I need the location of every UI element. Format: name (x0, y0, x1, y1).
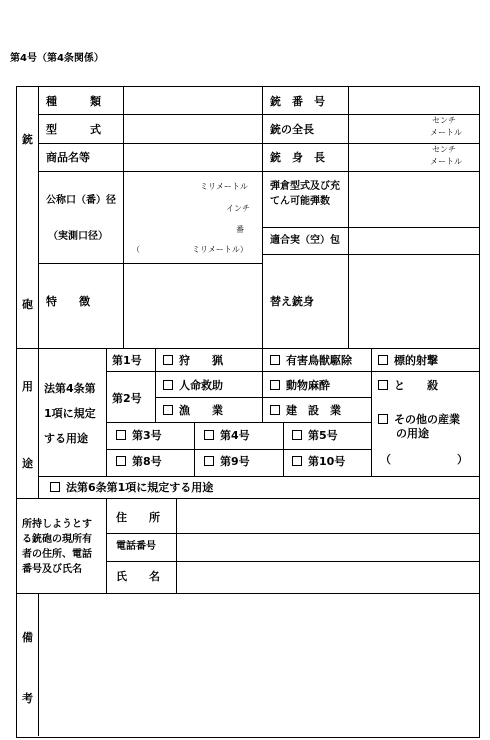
checkbox-icon[interactable] (163, 405, 173, 415)
label-no1: 第1号 (112, 354, 142, 367)
checkbox-no10[interactable]: 第10号 (292, 456, 345, 467)
label-model: 型 式 (46, 123, 101, 136)
checkbox-icon[interactable] (292, 430, 302, 440)
checkbox-icon[interactable] (378, 414, 388, 424)
label-applicable-ammo: 適合実（空）包 (270, 235, 340, 246)
checkbox-slaughter[interactable]: と 殺 (378, 380, 438, 391)
checkbox-icon[interactable] (204, 430, 214, 440)
divider (155, 397, 372, 398)
checkbox-icon[interactable] (270, 380, 280, 390)
divider (106, 371, 479, 372)
checkbox-icon[interactable] (292, 456, 302, 466)
divider (38, 263, 263, 264)
divider (123, 86, 124, 349)
checkbox-no3[interactable]: 第3号 (116, 430, 162, 441)
divider (38, 476, 479, 477)
label-total-length: 銃の全長 (270, 123, 314, 136)
checkbox-icon[interactable] (204, 456, 214, 466)
divider (38, 86, 39, 349)
law4-label-1: 法第4条第 (44, 382, 96, 395)
unit-cm-2: センチ (432, 145, 456, 154)
checkbox-rescue[interactable]: 人命救助 (163, 380, 223, 391)
label-actual-caliber: （実測口径） (48, 231, 108, 242)
divider (106, 498, 107, 594)
checkbox-other-industry[interactable]: その他の産業 (378, 414, 460, 425)
divider (38, 114, 479, 115)
checkbox-anesthesia[interactable]: 動物麻酔 (270, 380, 330, 391)
checkbox-no8[interactable]: 第8号 (116, 456, 162, 467)
divider (106, 348, 107, 476)
owner-label-4: 番号及び氏名 (22, 564, 82, 575)
checkbox-pest[interactable]: 有害鳥獣駆除 (270, 355, 352, 366)
divider (106, 533, 479, 534)
unit-mm-paren: ミリメートル） (192, 245, 248, 254)
checkbox-icon[interactable] (50, 482, 60, 492)
label-barrel-length: 銃 身 長 (270, 151, 325, 164)
divider (348, 86, 349, 349)
section-label-gun: 銃 (22, 133, 33, 146)
unit-cm-1: センチ (432, 116, 456, 125)
unit-gauge: 番 (236, 225, 244, 234)
form-header: 第4号（第4条関係） (10, 53, 104, 64)
section-label-use: 用 (22, 380, 33, 393)
other-industry-paren: （ ） (380, 453, 468, 466)
checkbox-icon[interactable] (116, 430, 126, 440)
label-phone: 電話番号 (116, 541, 156, 552)
label-caliber: 公称口（番）径 (46, 195, 116, 206)
unit-mm-paren-open: （ (132, 245, 140, 254)
divider (106, 561, 479, 562)
checkbox-no5[interactable]: 第5号 (292, 430, 338, 441)
divider (38, 593, 39, 736)
label-features: 特 徴 (46, 295, 90, 308)
divider (371, 348, 372, 476)
section-label-note2: 考 (22, 692, 33, 705)
label-other-industry-2: の用途 (396, 427, 429, 440)
checkbox-icon[interactable] (378, 355, 388, 365)
divider (16, 348, 479, 349)
divider (106, 422, 372, 423)
divider (106, 449, 372, 450)
unit-cm-2b: メートル (430, 157, 462, 166)
law4-label-3: する用途 (44, 432, 88, 445)
unit-mm: ミリメートル (200, 182, 248, 191)
checkbox-no4[interactable]: 第4号 (204, 430, 250, 441)
checkbox-icon[interactable] (163, 380, 173, 390)
owner-label-2: る銃砲の現所有 (22, 534, 92, 545)
owner-label-3: 者の住所、電話 (22, 549, 92, 560)
label-address: 住 所 (116, 511, 160, 524)
checkbox-no9[interactable]: 第9号 (204, 456, 250, 467)
label-brand: 商品名等 (46, 151, 90, 164)
unit-inch: インチ (226, 204, 250, 213)
checkbox-target[interactable]: 標的射撃 (378, 355, 438, 366)
divider (16, 498, 479, 499)
checkbox-art6[interactable]: 法第6条第1項に規定する用途 (50, 482, 213, 493)
divider (262, 348, 263, 422)
checkbox-construction[interactable]: 建 設 業 (270, 405, 341, 416)
divider (155, 348, 156, 422)
owner-label-1: 所持しようとす (22, 519, 92, 530)
checkbox-icon[interactable] (378, 380, 388, 390)
divider (262, 227, 479, 228)
checkbox-icon[interactable] (163, 355, 173, 365)
section-label-note: 備 (22, 631, 33, 644)
divider (16, 593, 479, 594)
label-replacement-barrel: 替え銃身 (270, 295, 314, 308)
unit-cm-1b: メートル (430, 128, 462, 137)
label-magazine: 弾倉型式及び充てん可能弾数 (270, 181, 340, 207)
checkbox-icon[interactable] (116, 456, 126, 466)
law4-label-2: 1項に規定 (44, 407, 96, 420)
divider (38, 143, 479, 144)
label-serial: 銃 番 号 (270, 95, 325, 108)
label-name: 氏 名 (116, 570, 160, 583)
divider (262, 86, 263, 349)
label-kind: 種 類 (46, 95, 101, 108)
checkbox-icon[interactable] (270, 405, 280, 415)
checkbox-fishing[interactable]: 漁 業 (163, 405, 223, 416)
section-label-gun2: 砲 (22, 298, 33, 311)
divider (176, 498, 177, 594)
label-no2: 第2号 (112, 392, 142, 405)
section-label-use2: 途 (22, 457, 33, 470)
checkbox-hunting[interactable]: 狩 猟 (163, 355, 223, 366)
divider (38, 171, 479, 172)
checkbox-icon[interactable] (270, 355, 280, 365)
divider (262, 254, 479, 255)
